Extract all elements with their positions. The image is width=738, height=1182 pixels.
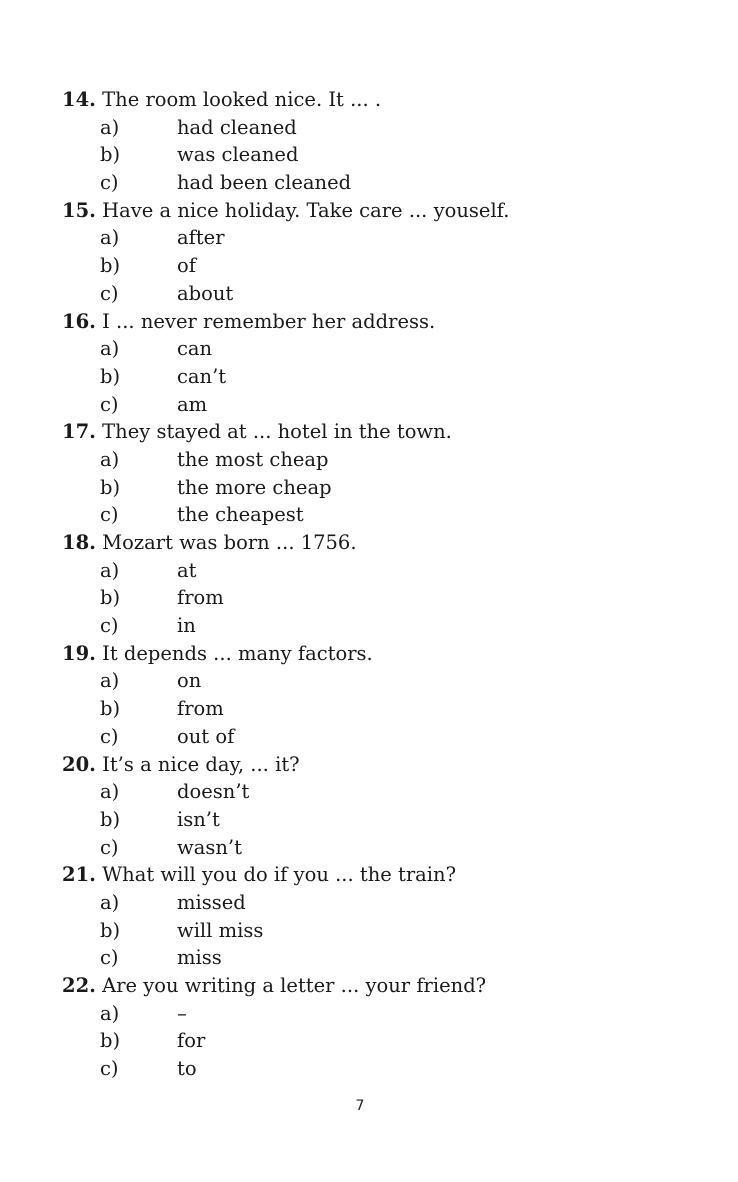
option-letter: c) bbox=[100, 503, 119, 527]
option-text: can bbox=[177, 337, 213, 361]
question-number: 21. bbox=[62, 863, 96, 887]
option-b bbox=[62, 363, 702, 391]
question-19 bbox=[62, 640, 702, 751]
option-letter: a) bbox=[100, 669, 120, 693]
question-17 bbox=[62, 418, 702, 529]
question-number: 19. bbox=[62, 641, 96, 665]
question-text: I ... never remember her address. bbox=[95, 309, 436, 333]
question-text: Mozart was born ... 1756. bbox=[95, 531, 357, 554]
question-15 bbox=[62, 197, 702, 308]
option-text: the most cheap bbox=[177, 447, 329, 471]
option-text: to bbox=[177, 1057, 197, 1081]
option-letter: c) bbox=[100, 1057, 119, 1081]
question-text: What will you do if you ... the train? bbox=[95, 863, 457, 887]
option-text: at bbox=[177, 558, 197, 582]
option-letter: c) bbox=[100, 392, 119, 416]
question-stem bbox=[62, 861, 702, 889]
question-stem bbox=[62, 418, 702, 446]
question-16 bbox=[62, 308, 702, 419]
question-text: Have a nice holiday. Take care ... youself. bbox=[95, 198, 510, 222]
option-b bbox=[62, 806, 702, 834]
option-text: in bbox=[177, 614, 196, 638]
option-letter: a) bbox=[100, 890, 120, 914]
option-letter: b) bbox=[100, 918, 121, 942]
question-number: 17. bbox=[62, 420, 96, 444]
option-letter: c) bbox=[100, 614, 119, 638]
question-number: 22. bbox=[62, 974, 96, 997]
option-c bbox=[62, 944, 702, 972]
question-stem bbox=[62, 972, 702, 1000]
option-a bbox=[62, 446, 702, 474]
option-a bbox=[62, 1000, 702, 1028]
question-text: Are you writing a letter ... your friend? bbox=[95, 974, 487, 997]
option-a bbox=[62, 667, 702, 695]
option-b bbox=[62, 584, 702, 612]
option-letter: a) bbox=[100, 226, 120, 250]
option-text: am bbox=[177, 392, 208, 416]
question-stem bbox=[62, 751, 702, 779]
option-text: will miss bbox=[177, 918, 264, 942]
option-c bbox=[62, 280, 702, 308]
option-text: – bbox=[177, 1001, 187, 1025]
option-letter: a) bbox=[100, 115, 120, 139]
question-number: 20. bbox=[62, 752, 96, 776]
question-number: 14. bbox=[62, 88, 96, 111]
question-number: 18. bbox=[62, 531, 96, 554]
option-text: after bbox=[177, 226, 225, 250]
question-stem bbox=[62, 86, 702, 114]
option-text: about bbox=[177, 281, 234, 305]
option-c bbox=[62, 1055, 702, 1083]
option-text: wasn’t bbox=[177, 835, 242, 859]
option-b bbox=[62, 474, 702, 502]
option-text: missed bbox=[177, 890, 246, 914]
option-text: from bbox=[177, 697, 224, 721]
option-letter: a) bbox=[100, 447, 120, 471]
option-a bbox=[62, 889, 702, 917]
option-letter: a) bbox=[100, 780, 120, 804]
option-letter: a) bbox=[100, 1001, 120, 1025]
option-a bbox=[62, 557, 702, 585]
option-text: the more cheap bbox=[177, 475, 332, 499]
option-text: miss bbox=[177, 946, 222, 970]
question-stem bbox=[62, 640, 702, 668]
option-b bbox=[62, 1027, 702, 1055]
option-b bbox=[62, 917, 702, 945]
option-text: on bbox=[177, 669, 202, 693]
question-number: 15. bbox=[62, 198, 96, 222]
option-b bbox=[62, 141, 702, 169]
option-letter: b) bbox=[100, 1029, 121, 1053]
option-text: for bbox=[177, 1029, 206, 1053]
option-letter: b) bbox=[100, 143, 121, 167]
question-text: It’s a nice day, ... it? bbox=[95, 752, 300, 776]
option-a bbox=[62, 114, 702, 142]
question-stem bbox=[62, 529, 702, 557]
option-letter: b) bbox=[100, 254, 121, 278]
option-text: out of bbox=[177, 724, 235, 748]
option-text: isn’t bbox=[177, 807, 220, 831]
option-letter: b) bbox=[100, 697, 121, 721]
option-letter: c) bbox=[100, 724, 119, 748]
option-letter: a) bbox=[100, 337, 120, 361]
option-c bbox=[62, 834, 702, 862]
option-a bbox=[62, 224, 702, 252]
option-text: the cheapest bbox=[177, 503, 304, 527]
option-letter: c) bbox=[100, 281, 119, 305]
option-text: from bbox=[177, 586, 224, 610]
option-letter: c) bbox=[100, 171, 119, 195]
option-letter: b) bbox=[100, 586, 121, 610]
option-c bbox=[62, 723, 702, 751]
question-20 bbox=[62, 751, 702, 862]
option-text: doesn’t bbox=[177, 780, 250, 804]
question-22 bbox=[62, 972, 702, 1083]
option-text: had been cleaned bbox=[177, 171, 352, 195]
question-text: It depends ... many factors. bbox=[95, 641, 373, 665]
option-c bbox=[62, 501, 702, 529]
option-text: was cleaned bbox=[177, 143, 299, 167]
option-letter: b) bbox=[100, 364, 121, 388]
question-text: The room looked nice. It ... . bbox=[95, 88, 382, 111]
option-b bbox=[62, 695, 702, 723]
option-a bbox=[62, 778, 702, 806]
option-letter: a) bbox=[100, 558, 120, 582]
option-text: can’t bbox=[177, 364, 227, 388]
option-a bbox=[62, 335, 702, 363]
option-c bbox=[62, 391, 702, 419]
option-letter: b) bbox=[100, 475, 121, 499]
question-14 bbox=[62, 86, 702, 197]
question-list bbox=[62, 86, 702, 1083]
option-c bbox=[62, 169, 702, 197]
question-number: 16. bbox=[62, 309, 96, 333]
option-letter: c) bbox=[100, 946, 119, 970]
option-text: of bbox=[177, 254, 196, 278]
question-18 bbox=[62, 529, 702, 640]
question-stem bbox=[62, 197, 702, 225]
question-stem bbox=[62, 308, 702, 336]
question-text: They stayed at ... hotel in the town. bbox=[95, 420, 452, 444]
option-b bbox=[62, 252, 702, 280]
option-c bbox=[62, 612, 702, 640]
option-letter: c) bbox=[100, 835, 119, 859]
page-number: 7 bbox=[355, 1098, 365, 1114]
option-text: had cleaned bbox=[177, 115, 297, 139]
option-letter: b) bbox=[100, 807, 121, 831]
question-21 bbox=[62, 861, 702, 972]
